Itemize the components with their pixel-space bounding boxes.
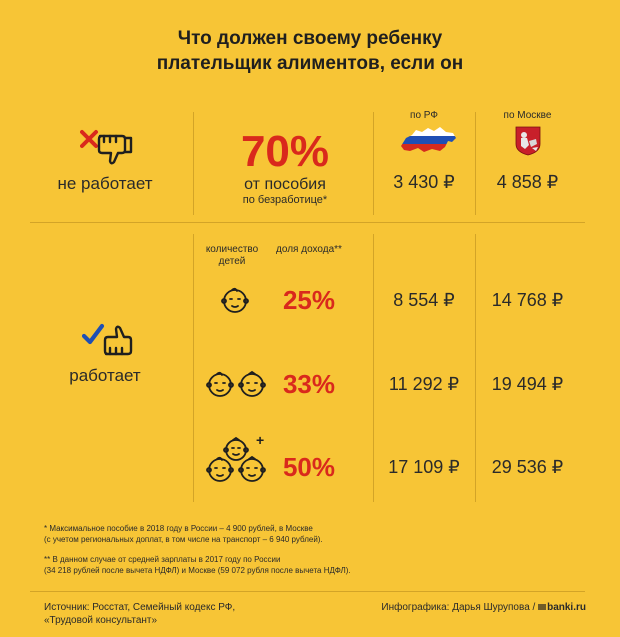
divider: [193, 234, 194, 502]
two-babies-icon: [205, 370, 267, 398]
not-working-percent: 70%: [240, 127, 330, 176]
thumbs-down-cross-icon: [80, 128, 134, 168]
divider: [193, 112, 194, 215]
row-2-moscow-value: 19 494 ₽: [491, 374, 564, 394]
title-line-2: плательщик алиментов, если он: [156, 53, 464, 74]
row-3-moscow-value: 29 536 ₽: [491, 457, 564, 477]
row-2-rf-value: 11 292 ₽: [388, 374, 460, 394]
divider: [373, 234, 374, 502]
credit-brand: banki.ru: [547, 602, 586, 613]
not-working-sub1: от пособия: [244, 176, 326, 193]
source-line-1: Источник: Росстат, Семейный кодекс РФ,: [44, 602, 236, 613]
footnote-2-line-2: (34 218 рублей после вычета НДФЛ) и Москве (59 072 рубля после вычета НДФЛ).: [44, 566, 351, 575]
row-3-rf-value: 17 109 ₽: [388, 457, 460, 477]
moscow-coat-of-arms-icon: [514, 126, 542, 156]
header-income-share: доля дохода**: [276, 244, 342, 255]
column-header-moscow: по Москве: [503, 110, 552, 121]
not-working-moscow-value: 4 858 ₽: [496, 172, 559, 192]
footnote-1-line-2: (с учетом региональных доплат, в том числе на транспорт – 6 940 рублей).: [44, 535, 323, 544]
credit: [330, 601, 586, 614]
header-children-count: количество детей: [205, 244, 259, 267]
divider: [373, 112, 374, 215]
source-line-2: «Трудовой консультант»: [44, 615, 158, 626]
divider: [30, 591, 585, 592]
footnote-1: [44, 523, 584, 545]
footnote-2-line-1: ** В данном случае от средней зарплаты в 2017 году по России: [44, 555, 281, 564]
not-working-label: не работает: [57, 174, 153, 193]
row-1-rf-value: 8 554 ₽: [393, 290, 455, 310]
row-2-percent: 33%: [282, 369, 336, 399]
working-label: работает: [69, 366, 141, 385]
divider: [30, 222, 585, 223]
title-line-1: Что должен своему ребенку: [177, 28, 443, 49]
source: [44, 601, 324, 627]
footnote-1-line-1: * Максимальное пособие в 2018 году в России – 4 900 рублей, в Москве: [44, 524, 313, 533]
row-3-plus: +: [256, 432, 265, 448]
one-baby-icon: [220, 286, 250, 314]
row-3-percent: 50%: [282, 452, 336, 482]
row-1-moscow-value: 14 768 ₽: [491, 290, 564, 310]
russia-map-icon: [398, 124, 458, 156]
row-1-percent: 25%: [282, 285, 336, 315]
footnote-2: [44, 554, 584, 576]
divider: [475, 112, 476, 215]
thumbs-up-check-icon: [82, 318, 138, 358]
column-header-rf: по РФ: [410, 110, 438, 121]
divider: [475, 234, 476, 502]
not-working-rf-value: 3 430 ₽: [393, 172, 455, 192]
page-title: [0, 26, 620, 76]
credit-text: Инфографика: Дарья Шурупова /: [381, 602, 539, 613]
not-working-sub2: по безработице*: [242, 194, 328, 206]
banki-logo-icon: [538, 602, 546, 610]
